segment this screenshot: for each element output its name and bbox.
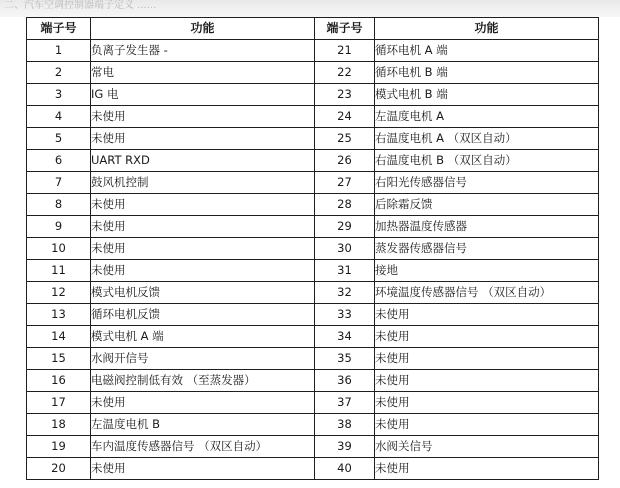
table-row: [27, 150, 599, 172]
pin-function-right: 蒸发器传感器信号: [375, 238, 599, 260]
table-body: [27, 40, 599, 480]
pin-function-right: 未使用: [375, 348, 599, 370]
pin-function-right: 循环电机 B 端: [375, 62, 599, 84]
table-row: [27, 238, 599, 260]
pin-number-right: 34: [315, 326, 375, 348]
pin-function-left: 模式电机反馈: [91, 282, 315, 304]
pin-function-right: 水阀关信号: [375, 436, 599, 458]
header-pin-left: 端子号: [27, 18, 91, 40]
pin-function-left: 电磁阀控制低有效 （至蒸发器）: [91, 370, 315, 392]
pin-number-left: 14: [27, 326, 91, 348]
table-row: [27, 106, 599, 128]
pin-number-right: 26: [315, 150, 375, 172]
table-row: [27, 128, 599, 150]
pin-number-right: 22: [315, 62, 375, 84]
pin-number-left: 18: [27, 414, 91, 436]
pin-number-left: 16: [27, 370, 91, 392]
pin-function-right: 后除霜反馈: [375, 194, 599, 216]
pin-number-left: 7: [27, 172, 91, 194]
pin-number-left: 20: [27, 458, 91, 480]
pin-function-left: 负离子发生器 -: [91, 40, 315, 62]
table-row: [27, 348, 599, 370]
pin-function-right: 未使用: [375, 326, 599, 348]
pin-number-right: 39: [315, 436, 375, 458]
pin-number-right: 30: [315, 238, 375, 260]
table-row: [27, 194, 599, 216]
pin-function-right: 未使用: [375, 392, 599, 414]
pin-function-left: 未使用: [91, 392, 315, 414]
pin-number-right: 24: [315, 106, 375, 128]
table-row: [27, 260, 599, 282]
pin-function-left: 未使用: [91, 458, 315, 480]
pin-function-left: 车内温度传感器信号 （双区自动）: [91, 436, 315, 458]
pin-number-right: 33: [315, 304, 375, 326]
page-header-strip: [0, 0, 620, 17]
pin-number-right: 40: [315, 458, 375, 480]
pin-number-right: 23: [315, 84, 375, 106]
pin-number-right: 21: [315, 40, 375, 62]
pin-function-right: 模式电机 B 端: [375, 84, 599, 106]
pin-number-left: 5: [27, 128, 91, 150]
pin-number-right: 36: [315, 370, 375, 392]
table-row: [27, 458, 599, 480]
pin-function-right: 未使用: [375, 458, 599, 480]
table-row: [27, 326, 599, 348]
pin-function-right: 未使用: [375, 304, 599, 326]
pin-function-left: 循环电机反馈: [91, 304, 315, 326]
table-row: [27, 304, 599, 326]
pin-number-left: 1: [27, 40, 91, 62]
table-row: [27, 392, 599, 414]
table-row: [27, 216, 599, 238]
pin-function-left: 常电: [91, 62, 315, 84]
pin-number-left: 4: [27, 106, 91, 128]
table-row: [27, 172, 599, 194]
pin-function-right: 右温度电机 B （双区自动）: [375, 150, 599, 172]
pin-function-left: 未使用: [91, 194, 315, 216]
pin-function-left: UART RXD: [91, 150, 315, 172]
table-row: [27, 40, 599, 62]
pin-number-left: 12: [27, 282, 91, 304]
pin-number-left: 10: [27, 238, 91, 260]
pin-number-left: 9: [27, 216, 91, 238]
pin-function-right: 右阳光传感器信号: [375, 172, 599, 194]
pin-function-left: 未使用: [91, 238, 315, 260]
pin-function-right: 左温度电机 A: [375, 106, 599, 128]
pin-number-left: 11: [27, 260, 91, 282]
pin-function-left: 模式电机 A 端: [91, 326, 315, 348]
pin-function-left: 未使用: [91, 216, 315, 238]
pin-function-left: IG 电: [91, 84, 315, 106]
pin-function-right: 循环电机 A 端: [375, 40, 599, 62]
pin-function-right: 未使用: [375, 414, 599, 436]
table-row: [27, 370, 599, 392]
pin-number-left: 3: [27, 84, 91, 106]
pin-number-left: 17: [27, 392, 91, 414]
pin-function-left: 水阀开信号: [91, 348, 315, 370]
header-function-right: 功能: [375, 18, 599, 40]
pin-number-left: 13: [27, 304, 91, 326]
pin-number-right: 35: [315, 348, 375, 370]
pin-number-left: 19: [27, 436, 91, 458]
pin-number-right: 37: [315, 392, 375, 414]
pin-function-left: 未使用: [91, 128, 315, 150]
table-row: [27, 436, 599, 458]
table-row: [27, 84, 599, 106]
header-pin-right: 端子号: [315, 18, 375, 40]
pin-function-right: 右温度电机 A （双区自动）: [375, 128, 599, 150]
pin-number-right: 38: [315, 414, 375, 436]
page-header-text: 二、汽车空调控制器端子定义 ......: [4, 0, 157, 11]
pin-function-left: 未使用: [91, 260, 315, 282]
pin-number-right: 31: [315, 260, 375, 282]
pin-function-left: 鼓风机控制: [91, 172, 315, 194]
pin-function-left: 左温度电机 B: [91, 414, 315, 436]
table-row: [27, 414, 599, 436]
pin-number-right: 28: [315, 194, 375, 216]
pin-number-right: 27: [315, 172, 375, 194]
pin-number-right: 29: [315, 216, 375, 238]
table-row: [27, 62, 599, 84]
pin-function-right: 接地: [375, 260, 599, 282]
pin-function-right: 加热器温度传感器: [375, 216, 599, 238]
header-function-left: 功能: [91, 18, 315, 40]
pin-number-left: 6: [27, 150, 91, 172]
pin-number-left: 2: [27, 62, 91, 84]
pin-number-left: 8: [27, 194, 91, 216]
pin-function-left: 未使用: [91, 106, 315, 128]
table-header-row: [27, 18, 599, 40]
pin-function-right: 环境温度传感器信号 （双区自动）: [375, 282, 599, 304]
pin-definition-table: [26, 17, 599, 480]
pin-function-right: 未使用: [375, 370, 599, 392]
pin-number-right: 32: [315, 282, 375, 304]
pin-number-right: 25: [315, 128, 375, 150]
table-row: [27, 282, 599, 304]
pin-number-left: 15: [27, 348, 91, 370]
